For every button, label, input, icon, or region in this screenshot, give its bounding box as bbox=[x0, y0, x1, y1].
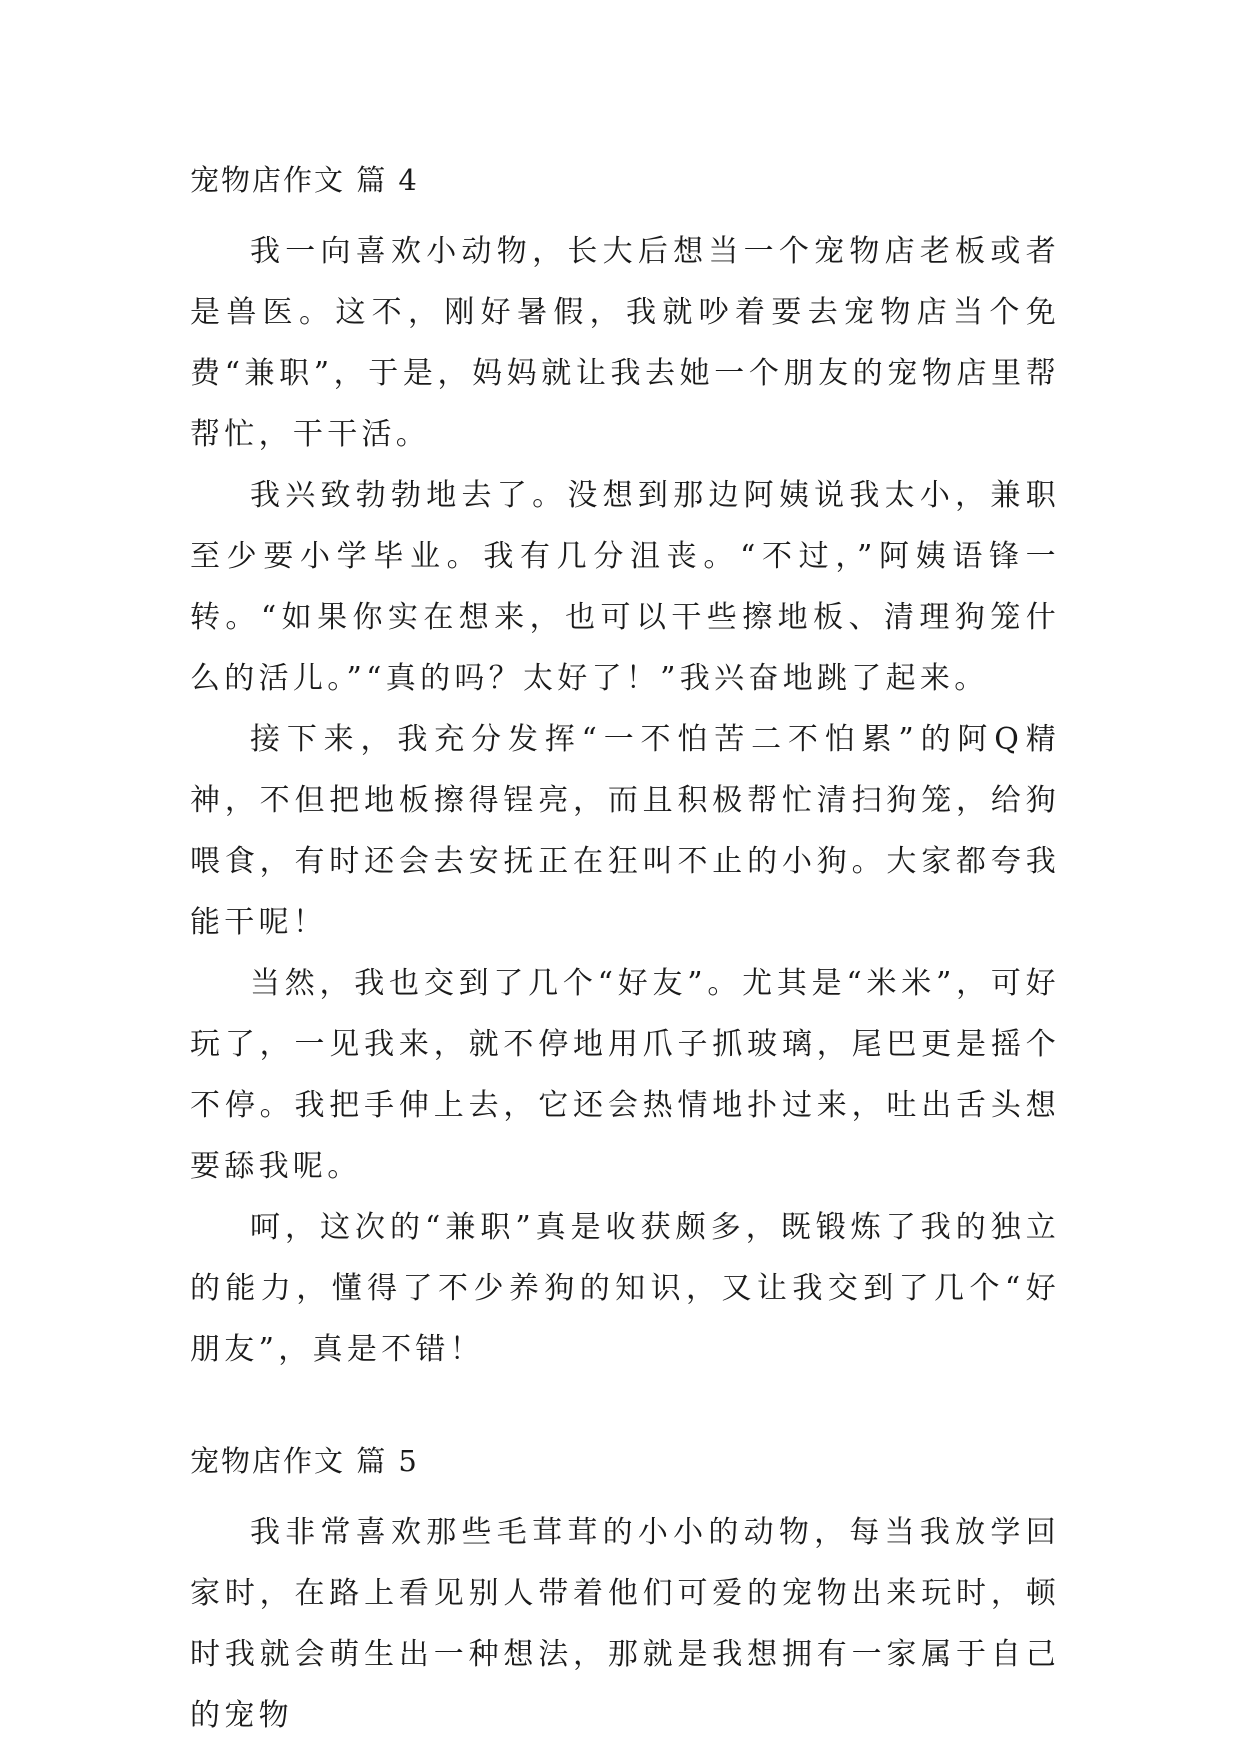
paragraph: 当然，我也交到了几个“好友”。尤其是“米米”，可好玩了，一见我来，就不停地用爪子抓玻璃，尾巴更是摇个不停。我把手伸上去，它还会热情地扑过来，吐出舌头想要舔我呢。 bbox=[190, 966, 1060, 1184]
document-body bbox=[190, 160, 1060, 1746]
section-spacer bbox=[190, 1380, 1060, 1441]
paragraph: 我非常喜欢那些毛茸茸的小小的动物，每当我放学回家时，在路上看见别人带着他们可爱的宠物出来玩时，顿时我就会萌生出一种想法，那就是我想拥有一家属于自己的宠物 bbox=[190, 1515, 1060, 1733]
paragraph: 我一向喜欢小动物，长大后想当一个宠物店老板或者是兽医。这不，刚好暑假，我就吵着要去宠物店当个免费“兼职”，于是，妈妈就让我去她一个朋友的宠物店里帮帮忙，干干活。 bbox=[190, 234, 1060, 452]
section-title-4: 宠物店作文 篇 4 bbox=[190, 163, 419, 197]
paragraph: 我兴致勃勃地去了。没想到那边阿姨说我太小，兼职至少要小学毕业。我有几分沮丧。“不过，”阿姨语锋一转。“如果你实在想来，也可以干些擦地板、清理狗笼什么的活儿。”“真的吗？太好了！”我兴奋地跳了起来。 bbox=[190, 478, 1060, 696]
paragraph: 呵，这次的“兼职”真是收获颇多，既锻炼了我的独立的能力，懂得了不少养狗的知识，又让我交到了几个“好朋友”，真是不错！ bbox=[190, 1210, 1060, 1367]
section-title-5: 宠物店作文 篇 5 bbox=[190, 1444, 419, 1478]
paragraph: 接下来，我充分发挥“一不怕苦二不怕累”的阿Q精神，不但把地板擦得锃亮，而且积极帮忙清扫狗笼，给狗喂食，有时还会去安抚正在狂叫不止的小狗。大家都夸我能干呢！ bbox=[190, 722, 1060, 940]
